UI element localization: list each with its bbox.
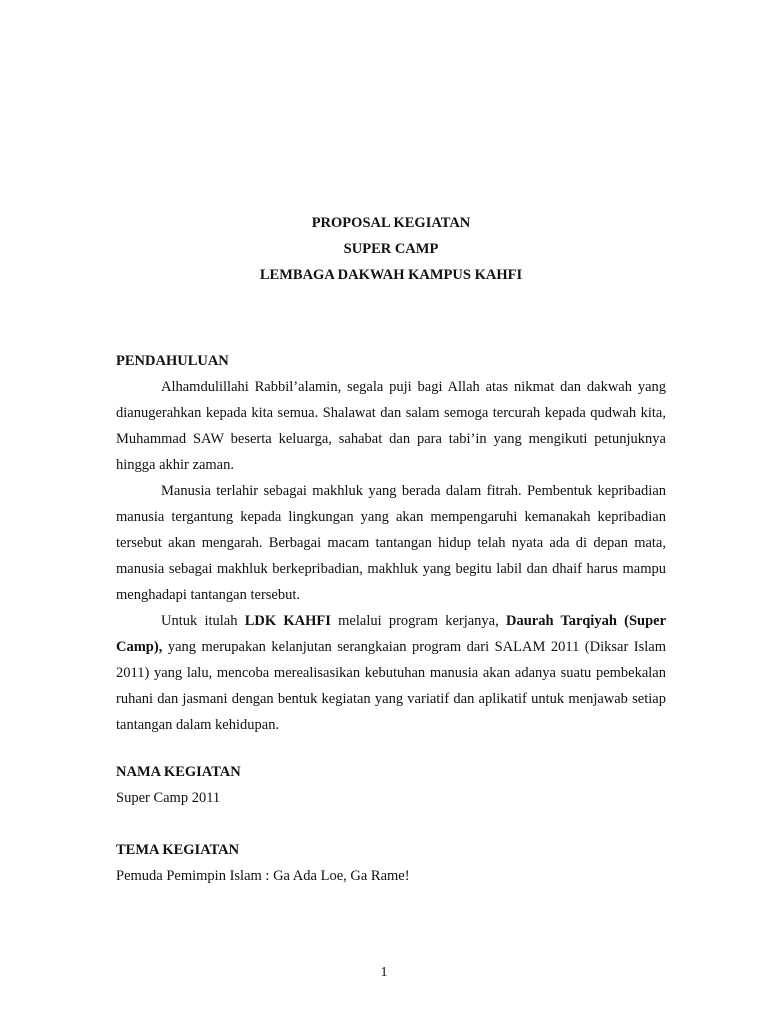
page-number: 1 xyxy=(380,965,388,980)
document-title xyxy=(116,210,666,288)
paragraph-3-text-c: melalui program kerjanya, xyxy=(330,613,506,629)
paragraph-3-text-e: yang merupakan kelanjutan serangkaian program dari SALAM 2011 (Diksar Islam 2011) yang lalu, mencoba merealisasikan kebutuhan manusia akan adanya suatu pembekalan ruhani dan jasmani dengan bentuk kegiatan yang variatif dan aplikatif untuk menjawab setiap tantangan dalam kehidupan. xyxy=(116,639,666,733)
document-content xyxy=(116,210,666,889)
ldk-kahfi-bold: LDK KAHFI xyxy=(244,613,331,629)
title-line-1: PROPOSAL KEGIATAN xyxy=(311,215,471,231)
title-line-3: LEMBAGA DAKWAH KAMPUS KAHFI xyxy=(259,267,523,283)
title-line-2: SUPER CAMP xyxy=(343,241,439,257)
paragraph-3-text-a: Untuk itulah xyxy=(161,613,245,629)
daurah-tarqiyah-bold: Daurah Tarqiyah (Super Camp), xyxy=(116,613,667,655)
paragraph-3 xyxy=(116,608,666,738)
section-heading-nama-kegiatan: NAMA KEGIATAN xyxy=(116,764,241,780)
paragraph-1: Alhamdulillahi Rabbil’alamin, segala puji bagi Allah atas nikmat dan dakwah yang dianugerahkan kepada kita semua. Shalawat dan salam semoga tercurah kepada qudwah kita, Muhammad SAW beserta keluarga, sahabat dan para tabi’in yang mengikuti petunjuknya hingga akhir zaman. xyxy=(116,379,666,473)
paragraph-2: Manusia terlahir sebagai makhluk yang berada dalam fitrah. Pembentuk kepribadian manusia tergantung kepada lingkungan yang akan mempengaruhi kemanakah kepribadian tersebut akan mengarah. Berbagai macam tantangan hidup telah nyata ada di depan mata, manusia sebagai makhluk berkepribadian, makhluk yang begitu labil dan dhaif harus mampu menghadapi tantangan tersebut. xyxy=(116,483,666,603)
section-heading-pendahuluan: PENDAHULUAN xyxy=(116,353,229,369)
section-heading-tema-kegiatan: TEMA KEGIATAN xyxy=(116,842,240,858)
tema-kegiatan-value: Pemuda Pemimpin Islam : Ga Ada Loe, Ga Rame! xyxy=(116,868,410,884)
nama-kegiatan-value: Super Camp 2011 xyxy=(116,790,221,806)
